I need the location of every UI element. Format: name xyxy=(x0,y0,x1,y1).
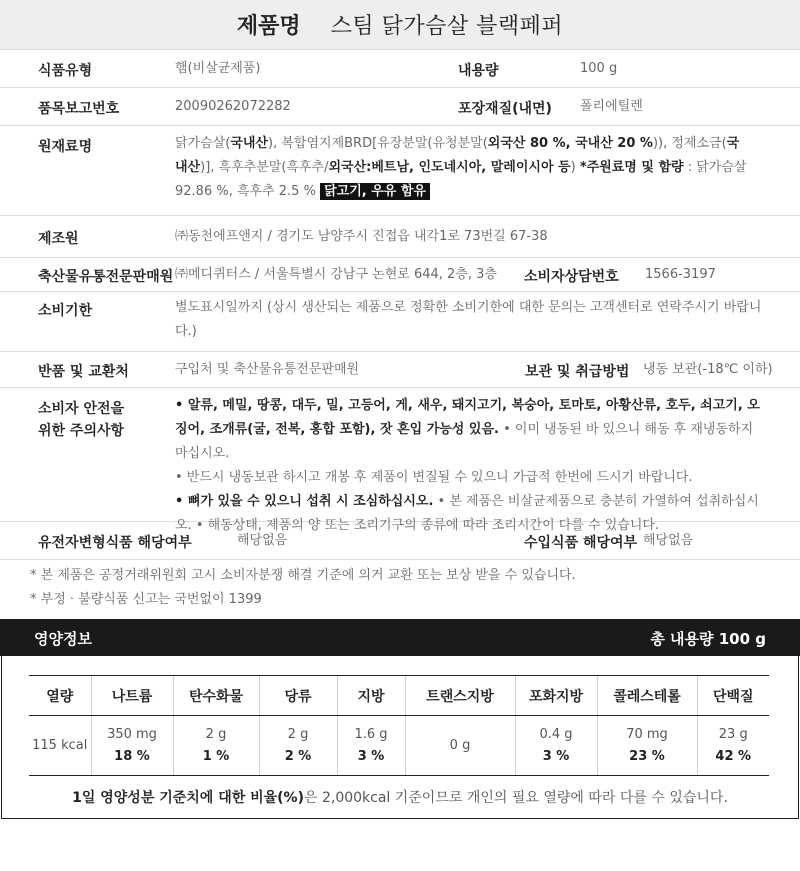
caution-label-line1: 소비자 안전을 xyxy=(38,401,125,417)
volume-label: 내용량 xyxy=(458,63,499,79)
nutrient-amount: 70 mg xyxy=(626,726,668,742)
nutrient-cell xyxy=(173,716,259,776)
report-no-value: 20090262072282 xyxy=(175,99,291,114)
allergen-highlight: 닭고기, 우유 함유 xyxy=(320,183,430,200)
nutrient-percent: 42 % xyxy=(715,748,752,764)
gmo-row xyxy=(0,522,800,560)
nutrient-amount: 0.4 g xyxy=(539,726,573,742)
imported-label: 수입식품 해당여부 xyxy=(524,535,638,551)
ingredients-origin: 외국산:베트남, 인도네시아, 말레이시아 등 xyxy=(328,160,571,175)
seller-value: ㈜메디퀴터스 / 서울특별시 강남구 논현로 644, 2층, 3층 xyxy=(175,267,497,282)
note-exchange: * 본 제품은 공정거래위원회 고시 소비자분쟁 해결 기준에 의거 교환 또는 보상 받을 수 있습니다. xyxy=(30,568,576,583)
nutrient-cell xyxy=(29,716,91,776)
nutrient-amount: 115 kcal xyxy=(32,737,88,753)
storage-label: 보관 및 취급방법 xyxy=(525,364,630,380)
expiry-label: 소비기한 xyxy=(38,303,93,319)
seller-label: 축산물유통전문판매원 xyxy=(38,269,174,285)
consumer-phone-value: 1566-3197 xyxy=(645,267,716,282)
ingredients-text: 닭가슴살( xyxy=(175,136,231,151)
caution-label-line2: 위한 주의사항 xyxy=(38,423,125,439)
nutrient-header: 지방 xyxy=(337,676,405,716)
nutrient-header: 포화지방 xyxy=(515,676,597,716)
seller-row xyxy=(0,258,800,292)
nutrient-percent: 2 % xyxy=(284,748,312,764)
nutrient-percent: 3 % xyxy=(357,748,385,764)
nutrient-header: 트랜스지방 xyxy=(405,676,515,716)
nutrient-cell xyxy=(405,716,515,776)
ingredients-label: 원재료명 xyxy=(38,139,93,155)
returns-row xyxy=(0,352,800,388)
expiry-value: 별도표시일까지 (상시 생산되는 제품으로 정확한 소비기한에 대한 문의는 고객센터로 연락주시기 바랍니다.) xyxy=(175,300,762,339)
nutrition-header xyxy=(0,619,800,656)
nutrition-footnote xyxy=(0,787,800,807)
food-type-row xyxy=(0,50,800,88)
main-ingredient-label: *주원료명 및 함량 xyxy=(579,160,684,175)
manufacturer-row xyxy=(0,216,800,258)
nutrient-header: 나트륨 xyxy=(91,676,173,716)
nutrition-value-row xyxy=(29,716,769,776)
nutrient-amount: 2 g xyxy=(287,726,309,742)
ingredients-text: ) xyxy=(570,160,580,175)
caution-value xyxy=(175,394,760,538)
nutrition-title: 영양정보 xyxy=(34,630,92,648)
footnote-text: 은 2,000kcal 기준이므로 개인의 필요 열량에 따라 다를 수 있습니다. xyxy=(303,790,728,806)
ingredients-row xyxy=(0,126,800,216)
consumer-phone-label: 소비자상담번호 xyxy=(524,269,619,285)
caution-text: • 이미 냉동된 바 있으니 해동 후 재냉동하지 마십시오. xyxy=(175,422,754,461)
nutrition-total: 총 내용량 100 g xyxy=(650,630,766,648)
ingredients-text: : 닭가슴살 92.86 %, 흑후추 2.5 % xyxy=(175,160,747,199)
manufacturer-value: ㈜동천에프앤지 / 경기도 남양주시 진접읍 내각1로 73번길 67-38 xyxy=(175,229,548,244)
ingredients-text: )), 정제소금( xyxy=(652,136,727,151)
ingredients-value xyxy=(175,132,750,204)
nutrition-table xyxy=(29,675,769,776)
product-name-label: 제품명 xyxy=(236,14,301,39)
legal-notes xyxy=(30,564,576,612)
food-type-value: 햄(비살균제품) xyxy=(175,61,261,76)
packaging-value: 폴리에틸렌 xyxy=(580,99,643,114)
ingredients-origin: 국내산 xyxy=(175,136,740,175)
gmo-value: 해당없음 xyxy=(237,533,288,548)
caution-bone-text: • 뼈가 있을 수 있으니 섭취 시 조심하십시오. xyxy=(175,494,434,509)
nutrient-header: 탄수화물 xyxy=(173,676,259,716)
nutrient-percent: 1 % xyxy=(202,748,230,764)
nutrient-amount: 0 g xyxy=(449,737,471,753)
nutrient-amount: 350 mg xyxy=(107,726,157,742)
nutrient-percent: 18 % xyxy=(114,748,150,764)
nutrient-amount: 23 g xyxy=(718,726,748,742)
report-no-label: 품목보고번호 xyxy=(38,101,120,117)
food-type-label: 식품유형 xyxy=(38,63,93,79)
footnote-bold: 1일 영양성분 기준치에 대한 비율(%) xyxy=(72,790,304,806)
nutrient-header: 당류 xyxy=(259,676,337,716)
nutrition-header-row xyxy=(29,676,769,716)
storage-value: 냉동 보관(-18℃ 이하) xyxy=(643,362,773,377)
ingredients-text: )], 흑후추분말(흑후추/ xyxy=(200,160,329,175)
expiry-row xyxy=(0,292,800,352)
nutrient-amount: 1.6 g xyxy=(354,726,388,742)
nutrient-header: 열량 xyxy=(29,676,91,716)
nutrient-percent: 3 % xyxy=(542,748,570,764)
nutrient-cell xyxy=(259,716,337,776)
caution-line-2: • 반드시 냉동보관 하시고 개봉 후 제품이 변질될 수 있으니 가급적 한번에 드시기 바랍니다. xyxy=(175,470,693,485)
volume-value: 100 g xyxy=(580,61,618,76)
ingredients-text: ), 복합염지제BRD[유장분말(유청분말( xyxy=(268,136,488,151)
caution-row xyxy=(0,388,800,533)
nutrient-cell xyxy=(597,716,697,776)
returns-value: 구입처 및 축산물유통전문판매원 xyxy=(175,362,360,377)
report-row xyxy=(0,88,800,126)
imported-value: 해당없음 xyxy=(643,533,694,548)
product-title-bar xyxy=(0,0,800,50)
nutrient-header: 콜레스테롤 xyxy=(597,676,697,716)
caution-text: • 본 제품은 비살균제품으로 충분히 가열하여 섭취하십시오. • 해동상태, 제품의 양 또는 조리기구의 종류에 따라 조리시간이 다를 수 있습니다. xyxy=(175,494,759,533)
note-report: * 부정 · 불량식품 신고는 국번없이 1399 xyxy=(30,592,262,607)
nutrient-header: 단백질 xyxy=(697,676,769,716)
packaging-label: 포장재질(내면) xyxy=(458,101,552,117)
returns-label: 반품 및 교환처 xyxy=(38,364,129,380)
nutrient-percent: 23 % xyxy=(629,748,665,764)
product-name: 스팀 닭가슴살 블랙페퍼 xyxy=(330,14,564,39)
nutrient-cell xyxy=(337,716,405,776)
ingredients-origin: 국내산 xyxy=(230,136,268,151)
caution-block-1 xyxy=(175,394,760,466)
manufacturer-label: 제조원 xyxy=(38,231,79,247)
ingredients-origin: 외국산 80 %, 국내산 20 % xyxy=(487,136,653,151)
caution-allergen-text: • 알류, 메밀, 땅콩, 대두, 밀, 고등어, 게, 새우, 돼지고기, 복숭아, 토마토, 아황산류, 호두, 쇠고기, 오징어, 조개류(굴, 전복, 홍합 포함), 잣 혼입 가능성 있음. xyxy=(175,398,760,437)
gmo-label: 유전자변형식품 해당여부 xyxy=(38,535,192,551)
nutrient-cell xyxy=(91,716,173,776)
nutrient-amount: 2 g xyxy=(205,726,227,742)
nutrient-cell xyxy=(515,716,597,776)
nutrient-cell xyxy=(697,716,769,776)
